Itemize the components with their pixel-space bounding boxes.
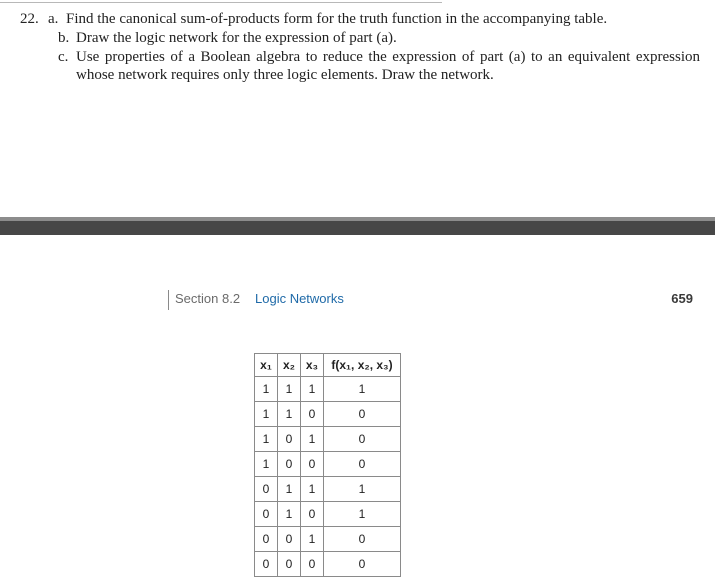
table-cell: 0 (255, 552, 278, 577)
table-cell: 1 (301, 477, 324, 502)
part-a-text: Find the canonical sum-of-products form for the truth function in the accompanying table. (66, 11, 608, 27)
part-c-body (58, 48, 700, 84)
top-rule (0, 2, 442, 3)
table-cell: 0 (301, 452, 324, 477)
table-row (255, 477, 401, 502)
table-cell: 0 (255, 527, 278, 552)
table-row (255, 502, 401, 527)
column-header-x1: x₁ (255, 354, 278, 377)
part-b-letter: b. (58, 30, 70, 46)
table-cell: 1 (255, 402, 278, 427)
table-cell: 1 (278, 502, 301, 527)
table-cell: 1 (255, 452, 278, 477)
table-cell: 0 (324, 527, 401, 552)
header-rule (168, 290, 169, 310)
column-header-x2: x₂ (278, 354, 301, 377)
table-row (255, 527, 401, 552)
table-cell: 1 (324, 377, 401, 402)
table-cell: 1 (324, 477, 401, 502)
page-break-bar (0, 221, 715, 235)
table-cell: 1 (255, 377, 278, 402)
exercise-number: 22. (20, 11, 39, 27)
section-title: Logic Networks (255, 291, 344, 306)
table-cell: 0 (255, 502, 278, 527)
table-cell: 1 (301, 427, 324, 452)
table-cell: 0 (278, 552, 301, 577)
table-cell: 1 (301, 377, 324, 402)
table-cell: 1 (301, 527, 324, 552)
table-cell: 0 (278, 452, 301, 477)
part-a-body (48, 10, 700, 28)
part-b-text: Draw the logic network for the expression of part (a). (76, 30, 397, 46)
table-cell: 0 (324, 452, 401, 477)
column-header-f: f(x₁, x₂, x₃) (324, 354, 401, 377)
running-header (168, 289, 693, 311)
part-c-letter: c. (58, 49, 69, 65)
table-cell: 0 (324, 552, 401, 577)
page-number: 659 (671, 291, 693, 306)
table-cell: 0 (324, 402, 401, 427)
table-row (255, 402, 401, 427)
table-row (255, 377, 401, 402)
table-cell: 0 (324, 427, 401, 452)
table-cell: 1 (278, 377, 301, 402)
part-a-letter: a. (48, 11, 59, 27)
column-header-x3: x₃ (301, 354, 324, 377)
table-cell: 0 (255, 477, 278, 502)
table-cell: 1 (278, 402, 301, 427)
exercise-part-b (20, 29, 700, 47)
table-row (255, 427, 401, 452)
exercise-part-a (20, 10, 700, 28)
table-cell: 0 (301, 502, 324, 527)
table-cell: 1 (278, 477, 301, 502)
table-cell: 0 (278, 427, 301, 452)
part-b-body (58, 29, 700, 47)
exercise-part-c (20, 48, 700, 84)
exercise-22 (20, 10, 700, 85)
table-cell: 1 (255, 427, 278, 452)
table-header-row (255, 354, 401, 377)
table-cell: 0 (301, 402, 324, 427)
table-cell: 1 (324, 502, 401, 527)
table-row (255, 552, 401, 577)
table-cell: 0 (301, 552, 324, 577)
table-row (255, 452, 401, 477)
truth-table (254, 353, 401, 577)
table-cell: 0 (278, 527, 301, 552)
section-label: Section 8.2 (175, 291, 241, 306)
part-c-text: Use properties of a Boolean algebra to reduce the expression of part (a) to an equivalent expression whose network requires only three logic elements. Draw the network. (76, 49, 700, 83)
